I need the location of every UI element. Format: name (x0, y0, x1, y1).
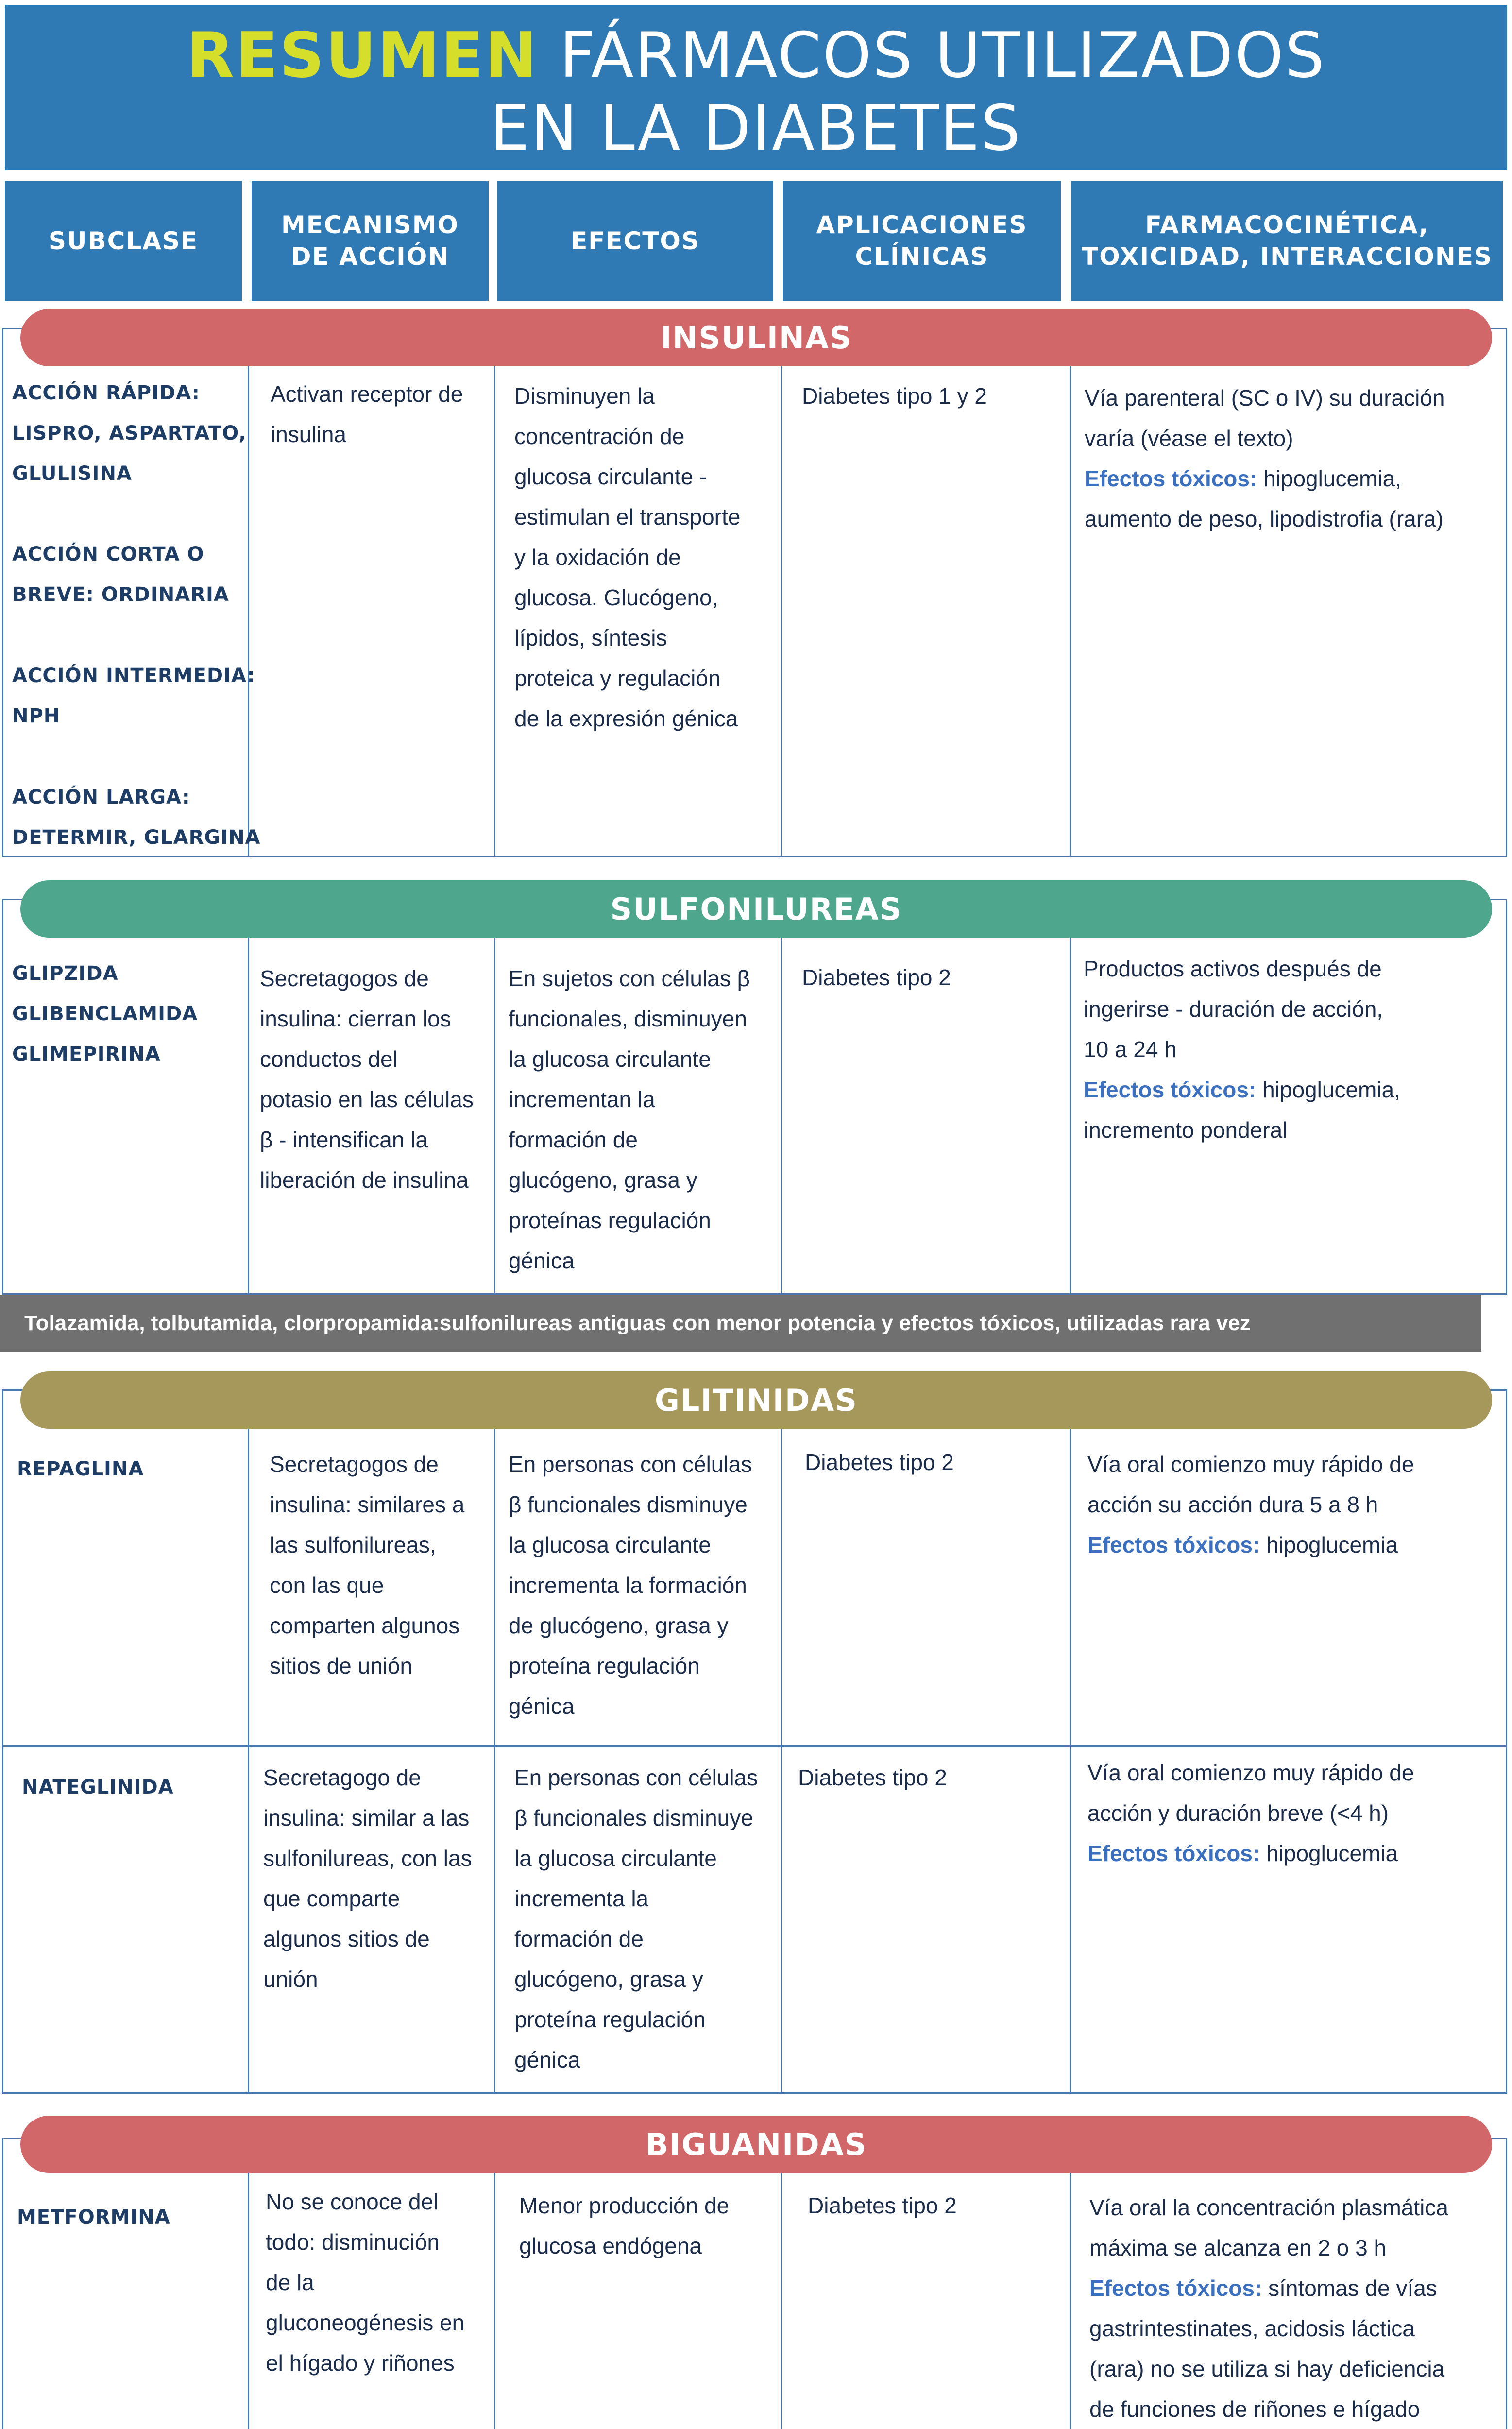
sulfonilureas-mecanismo: Secretagogos de insulina: cierran los conductos del potasio en las células β - intensifican la liberación de insulina (260, 966, 474, 1193)
section-glitinidas: GLITINIDAS (20, 1371, 1492, 1429)
repaglina-mecanismo: Secretagogos de insulina: similares a las sulfonilureas, con las que comparten algunos sitios de unión (270, 1452, 465, 1678)
insulinas-block (2, 328, 1507, 857)
header-aplicaciones: APLICACIONES CLÍNICAS (783, 181, 1061, 301)
section-insulinas: INSULINAS (20, 309, 1492, 366)
page-title-line-1 (5, 19, 1507, 92)
title-line1-rest: FÁRMACOS UTILIZADOS (560, 19, 1326, 92)
header-subclase: SUBCLASE (5, 181, 242, 301)
insulina-corta: ACCIÓN CORTA O BREVE: ORDINARIA (12, 543, 229, 606)
nateglinida-farmaco: Vía oral comienzo muy rápido de acción y duración breve (<4 h) Efectos tóxicos: hipoglucemia (1087, 1760, 1414, 1866)
insulina-larga: ACCIÓN LARGA: DETERMIR, GLARGINA (12, 786, 261, 849)
metformina-aplicaciones: Diabetes tipo 2 (808, 2193, 957, 2218)
insulinas-efectos: Disminuyen la concentración de glucosa circulante - estimulan el transporte y la oxidación de glucosa. Glucógeno, lípidos, síntesis proteica y regulación de la expresión génica (514, 383, 741, 731)
nateglinida-mecanismo: Secretagogo de insulina: similar a las sulfonilureas, con las que comparte algunos sitios de unión (263, 1765, 472, 1992)
insulinas-mecanismo: Activan receptor de insulina (271, 381, 463, 447)
metformina-efectos: Menor producción de glucosa endógena (519, 2193, 730, 2258)
header-efectos: EFECTOS (497, 181, 773, 301)
toxic-label: Efectos tóxicos: (1087, 1532, 1260, 1557)
repaglina-efectos: En personas con células β funcionales disminuye la glucosa circulante incrementa la formación de glucógeno, grasa y proteína regulación génica (509, 1452, 752, 1719)
sulfonilureas-farmaco: Productos activos después de ingerirse - duración de acción, 10 a 24 h Efectos tóxicos: hipoglucemia, incremento ponderal (1084, 956, 1400, 1143)
toxic-label: Efectos tóxicos: (1084, 1077, 1257, 1102)
nateglinida-efectos: En personas con células β funcionales disminuye la glucosa circulante incrementa la formación de glucógeno, grasa y proteína regulación génica (514, 1765, 758, 2072)
repaglina-farmaco: Vía oral comienzo muy rápido de acción su acción dura 5 a 8 h Efectos tóxicos: hipoglucemia (1087, 1452, 1414, 1557)
insulina-intermedia: ACCIÓN INTERMEDIA: NPH (12, 665, 255, 727)
metformina-subclase: METFORMINA (17, 2206, 170, 2228)
page-title-line-2: EN LA DIABETES (490, 92, 1022, 165)
repaglina-subclase: REPAGLINA (17, 1458, 144, 1480)
sulfonilureas-efectos: En sujetos con células β funcionales, disminuyen la glucosa circulante incrementan la formación de glucógeno, grasa y proteínas regulación génica (509, 966, 750, 1273)
repaglina-aplicaciones: Diabetes tipo 2 (805, 1450, 954, 1475)
sulfonilureas-note: Tolazamida, tolbutamida, clorpropamida:sulfonilureas antiguas con menor potencia y efectos tóxicos, utilizadas rara vez (0, 1295, 1481, 1352)
nateglinida-aplicaciones: Diabetes tipo 2 (798, 1765, 947, 1790)
toxic-label: Efectos tóxicos: (1087, 1841, 1260, 1866)
toxic-label: Efectos tóxicos: (1085, 466, 1257, 491)
nateglinida-subclase: NATEGLINIDA (22, 1776, 174, 1798)
section-biguanidas: BIGUANIDAS (20, 2116, 1492, 2173)
insulina-rapida: ACCIÓN RÁPIDA: LISPRO, ASPARTATO, GLULISINA (12, 382, 247, 485)
metformina-mecanismo: No se conoce del todo: disminución de la gluconeogénesis en el hígado y riñones (266, 2189, 465, 2376)
header-farmacocinetica: FARMACOCINÉTICA, TOXICIDAD, INTERACCIONES (1071, 181, 1503, 301)
section-sulfonilureas: SULFONILUREAS (20, 880, 1492, 938)
header-mecanismo: MECANISMO DE ACCIÓN (252, 181, 489, 301)
toxic-label: Efectos tóxicos: (1089, 2275, 1262, 2301)
metformina-farmaco: Vía oral la concentración plasmática máxima se alcanza en 2 o 3 h Efectos tóxicos: síntomas de vías gastrintestinates, acidosis láctica (rara) no se utiliza si hay deficiencia de funciones de riñones e hígado (1089, 2195, 1448, 2422)
sulfonilureas-block (2, 899, 1507, 1295)
sulfonilureas-aplicaciones: Diabetes tipo 2 (802, 965, 951, 990)
insulinas-farmaco: Vía parenteral (SC o IV) su duración varía (véase el texto) Efectos tóxicos: hipoglucemia, aumento de peso, lipodistrofia (rara) (1085, 385, 1445, 531)
title-banner (5, 5, 1507, 170)
biguanidas-block (2, 2138, 1507, 2429)
insulinas-aplicaciones: Diabetes tipo 1 y 2 (802, 383, 987, 409)
sulfonilureas-subclase: GLIPZIDA GLIBENCLAMIDA GLIMEPIRINA (12, 962, 198, 1065)
title-highlight: RESUMEN (186, 19, 539, 92)
glitinidas-block (2, 1389, 1507, 2094)
